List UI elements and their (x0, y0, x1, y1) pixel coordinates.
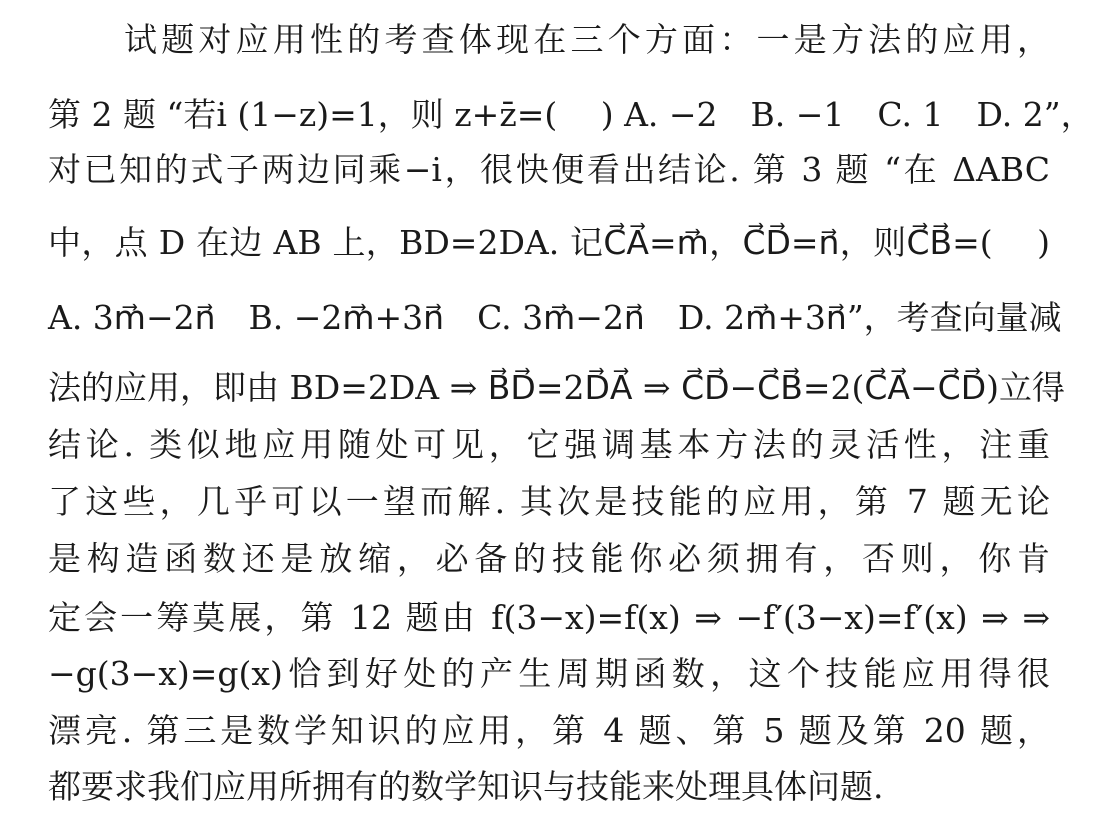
text-line: 法的应用，即由 BD=2DA ⇒ B⃗D⃗=2D⃗A⃗ ⇒ C⃗D⃗−C⃗B⃗=2(C⃗A⃗−C⃗D⃗)立得 (48, 368, 1065, 407)
text-line: 了这些，几乎可以一望而解. 其次是技能的应用，第 7 题无论 (48, 482, 1050, 521)
text-line: 对已知的式子两边同乘−i，很快便看出结论. 第 3 题 “在 ΔABC (48, 150, 1050, 189)
text-line: 结论. 类似地应用随处可见，它强调基本方法的灵活性，注重 (48, 425, 1050, 464)
text-line: −g(3−x)=g(x)恰到好处的产生周期函数，这个技能应用得很 (48, 654, 1050, 693)
text-line: 中，点 D 在边 AB 上，BD=2DA. 记C⃗A⃗=m⃗，C⃗D⃗=n⃗，则C⃗B⃗=( ) (48, 223, 1050, 262)
text-line: 漂亮. 第三是数学知识的应用，第 4 题、第 5 题及第 20 题， (48, 711, 1050, 750)
text-line: A. 3m⃗−2n⃗ B. −2m⃗+3n⃗ C. 3m⃗−2n⃗ D. 2m⃗+3n⃗”，考查向量减 (48, 298, 1062, 337)
text-line: 是构造函数还是放缩，必备的技能你必须拥有，否则，你肯 (48, 539, 1050, 578)
text-line: 试题对应用性的考查体现在三个方面：一是方法的应用， (124, 20, 1050, 59)
text-line: 定会一筹莫展，第 12 题由 f(3−x)=f(x) ⇒ −f′(3−x)=f′(x) ⇒ ⇒ (48, 598, 1050, 637)
text-line: 都要求我们应用所拥有的数学知识与技能来处理具体问题. (48, 767, 884, 806)
text-line: 第 2 题 “若i (1−z)=1，则 z+z̄=( ) A. −2 B. −1 C. 1 D. 2”， (48, 95, 1094, 134)
